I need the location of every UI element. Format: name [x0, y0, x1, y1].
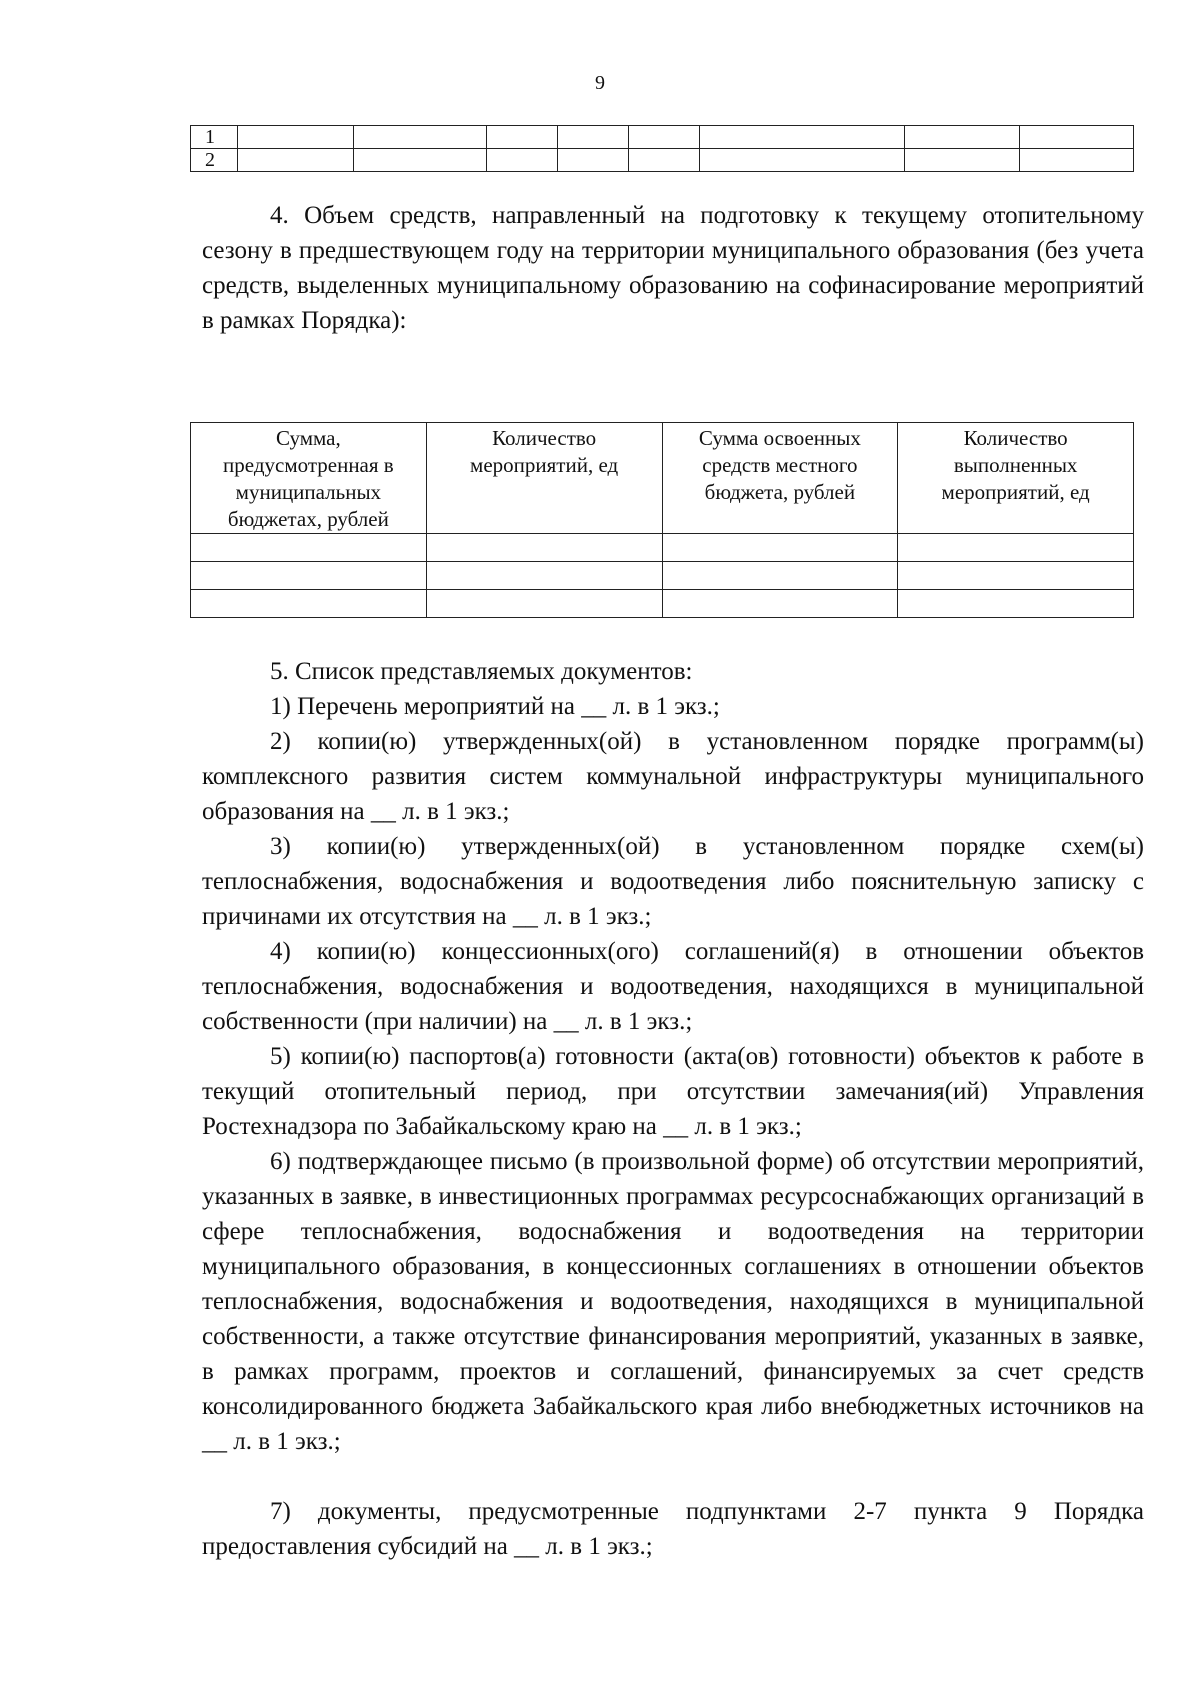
table-cell [662, 562, 898, 590]
document-item-6: 6) подтверждающее письмо (в произвольной форме) об отсутствии мероприятий, указанных в заявке, в инвестиционных программах ресурсоснабжающих организаций в сфере теплоснабжения, водоснабжения и водоотведения на территории муниципального образования, в концессионных соглашениях в отношении объектов теплоснабжения, водоснабжения и водоотведения, находящихся в муниципальной собственности, а также отсутствие финансирования мероприятий, указанных в заявке, в рамках программ, проектов и соглашений, финансируемых за счет средств консолидированного бюджета Забайкальского края либо внебюджетных источников на __ л. в 1 экз.; [202, 1148, 1144, 1455]
column-header-completed-count: Количество выполненных мероприятий, ед [898, 423, 1134, 534]
table-header-row [191, 423, 1134, 534]
page-number: 9 [595, 72, 605, 94]
table-cell [700, 149, 905, 172]
column-header-budget-sum: Сумма, предусмотренная в муниципальных бюджетах, рублей [191, 423, 427, 534]
table-cell [1020, 149, 1134, 172]
column-header-planned-count: Количество мероприятий, ед [426, 423, 662, 534]
table-cell [558, 126, 629, 149]
table-cell [238, 126, 354, 149]
table-cell [662, 534, 898, 562]
table-cell [238, 149, 354, 172]
document-item-5: 5) копии(ю) паспортов(а) готовности (акта(ов) готовности) объектов к работе в текущий отопительный период, при отсутствии замечания(ий) Управления Ростехнадзора по Забайкальскому краю на __ л. в 1 экз.; [202, 1043, 1144, 1140]
table-cell [426, 562, 662, 590]
table-cell [700, 126, 905, 149]
table-cell [898, 534, 1134, 562]
table-row [191, 126, 1134, 149]
table-cell [191, 590, 427, 618]
document-item-1: 1) Перечень мероприятий на __ л. в 1 экз.; [270, 693, 720, 720]
table-cell [558, 149, 629, 172]
table-row [191, 590, 1134, 618]
table-cell [354, 149, 487, 172]
table-cell [898, 562, 1134, 590]
table-row [191, 149, 1134, 172]
table-cell [191, 562, 427, 590]
section-4-text: 4. Объем средств, направленный на подготовку к текущему отопительному сезону в предшествующем году на территории муниципального образования (без учета средств, выделенных муниципальному образованию на софинасирование мероприятий в рамках Порядка): [202, 202, 1144, 334]
table-row [191, 562, 1134, 590]
table-cell [905, 126, 1020, 149]
document-item-2: 2) копии(ю) утвержденных(ой) в установленном порядке программ(ы) комплексного развития систем коммунальной инфраструктуры муниципального образования на __ л. в 1 экз.; [202, 728, 1144, 825]
document-item-4: 4) копии(ю) концессионных(ого) соглашений(я) в отношении объектов теплоснабжения, водоснабжения и водоотведения, находящихся в муниципальной собственности (при наличии) на __ л. в 1 экз.; [202, 938, 1144, 1035]
section-5-title: 5. Список представляемых документов: [270, 658, 693, 685]
table-cell [629, 126, 700, 149]
document-item-7: 7) документы, предусмотренные подпунктами 2-7 пункта 9 Порядка предоставления субсидий на __ л. в 1 экз.; [202, 1498, 1144, 1560]
table-cell [426, 590, 662, 618]
document-item-3: 3) копии(ю) утвержденных(ой) в установленном порядке схем(ы) теплоснабжения, водоснабжения и водоотведения либо пояснительную записку с причинами их отсутствия на __ л. в 1 экз.; [202, 833, 1144, 930]
table-cell [487, 149, 558, 172]
funds-table [190, 422, 1134, 618]
table-cell [426, 534, 662, 562]
table-cell [629, 149, 700, 172]
table-cell [354, 126, 487, 149]
table-cell-number: 1 [191, 126, 238, 149]
table-cell [662, 590, 898, 618]
column-header-spent-sum: Сумма освоенных средств местного бюджета, рублей [662, 423, 898, 534]
table-cell-number: 2 [191, 149, 238, 172]
continuation-table [190, 125, 1134, 172]
table-cell [898, 590, 1134, 618]
table-cell [1020, 126, 1134, 149]
table-cell [191, 534, 427, 562]
table-cell [487, 126, 558, 149]
table-cell [905, 149, 1020, 172]
table-row [191, 534, 1134, 562]
